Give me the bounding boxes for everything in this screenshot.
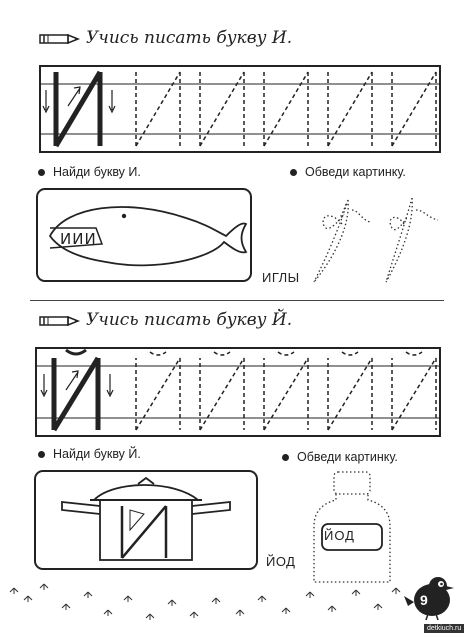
pencil-icon (40, 32, 80, 46)
bird-mascot-icon (402, 574, 456, 620)
section2-caption: ЙОД (266, 554, 296, 569)
section-divider (30, 300, 444, 301)
bird-footprints-decoration (0, 578, 420, 628)
page-number: 9 (420, 592, 428, 608)
needles-dotted-picture (300, 190, 450, 290)
section2-task-find (38, 447, 141, 461)
section2-task-find-text: Найди букву Й. (53, 447, 141, 461)
section1-task-find (38, 165, 141, 179)
section2-title: Учись писать букву Й. (86, 310, 293, 330)
pencil-icon (40, 314, 80, 328)
bullet-icon (38, 451, 45, 458)
section2-task-trace (282, 450, 398, 464)
bullet-icon (38, 169, 45, 176)
section2-task-trace-text: Обведи картинку. (297, 450, 398, 464)
section1-task-trace (290, 165, 406, 179)
site-watermark: detkiuch.ru (424, 624, 464, 633)
section1-task-find-text: Найди букву И. (53, 165, 141, 179)
pot-picture (34, 470, 258, 570)
bottle-label: ЙОД (324, 528, 355, 543)
iodine-bottle-dotted-picture (300, 470, 410, 590)
writing-practice-row-1 (40, 66, 440, 152)
writing-practice-row-2 (36, 348, 440, 436)
bullet-icon (290, 169, 297, 176)
section1-caption: ИГЛЫ (262, 270, 300, 285)
section1-task-trace-text: Обведи картинку. (305, 165, 406, 179)
bullet-icon (282, 454, 289, 461)
fish-teeth-letters: ИИИ (60, 230, 97, 248)
section1-title: Учись писать букву И. (86, 28, 293, 48)
